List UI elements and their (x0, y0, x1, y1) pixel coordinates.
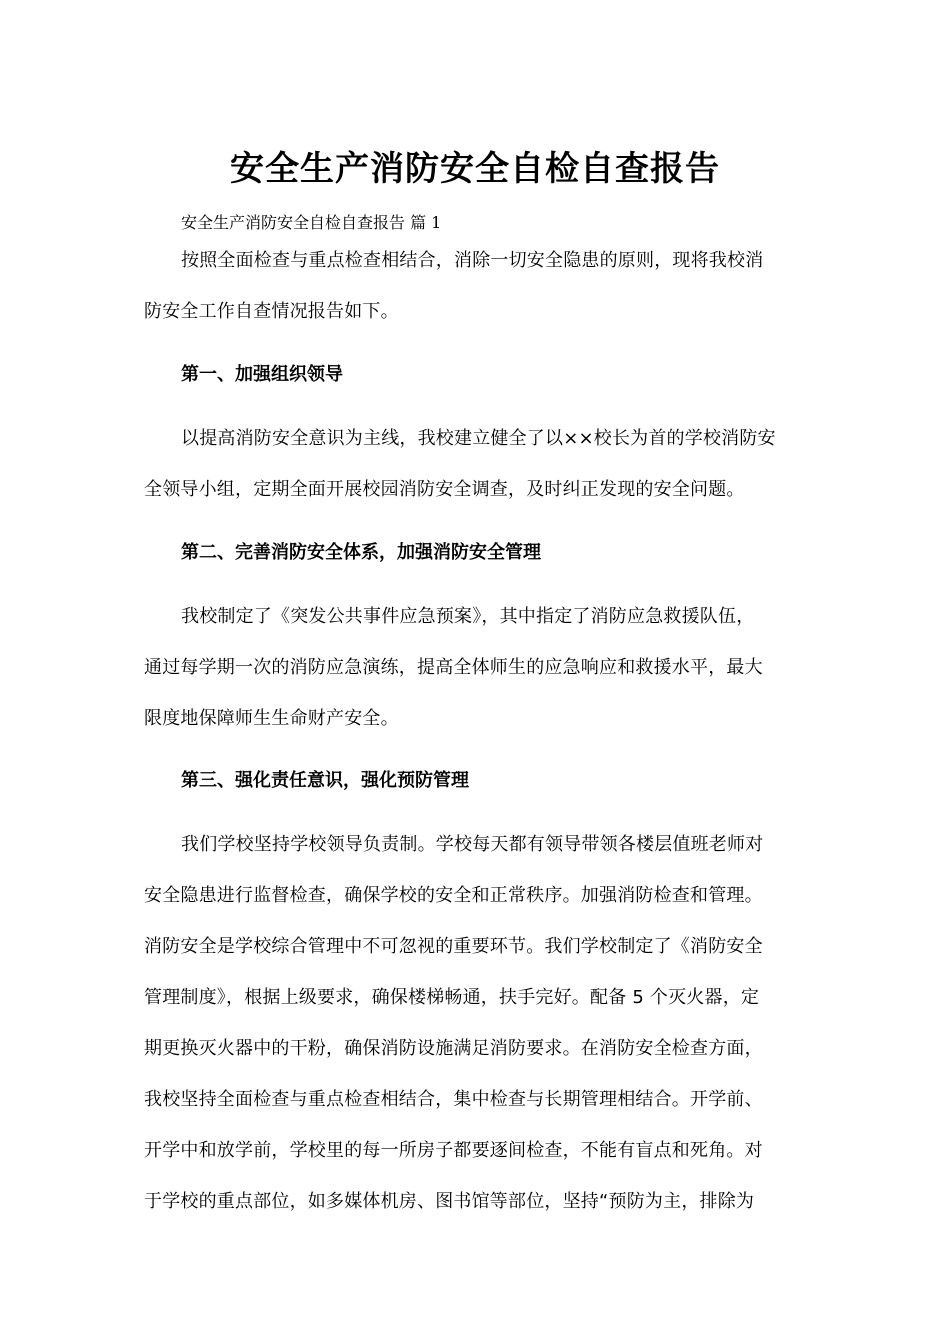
paragraph-line: 按照全面检查与重点检查相结合，消除一切安全隐患的原则，现将我校消 (181, 250, 764, 271)
paragraph-line: 消防安全是学校综合管理中不可忽视的重要环节。我们学校制定了《消防安全 (144, 936, 763, 957)
paragraph-line: 以提高消防安全意识为主线，我校建立健全了以××校长为首的学校消防安 (181, 428, 776, 449)
paragraph-line: 期更换灭火器中的干粉，确保消防设施满足消防要求。在消防安全检查方面， (144, 1038, 763, 1059)
document-subtitle: 安全生产消防安全自检自查报告 篇 1 (181, 213, 442, 232)
document-title: 安全生产消防安全自检自查报告 (230, 149, 720, 189)
paragraph-line: 我校坚持全面检查与重点检查相结合，集中检查与长期管理相结合。开学前、 (144, 1089, 763, 1110)
paragraph-line: 我校制定了《突发公共事件应急预案》，其中指定了消防应急救援队伍， (181, 606, 755, 627)
paragraph-line: 限度地保障师生生命财产安全。 (144, 708, 399, 729)
paragraph-line: 通过每学期一次的消防应急演练，提高全体师生的应急响应和救援水平，最大 (144, 657, 763, 678)
paragraph-line: 于学校的重点部位，如多媒体机房、图书馆等部位，坚持“预防为主，排除为 (144, 1191, 755, 1212)
section-heading-3: 第三、强化责任意识，强化预防管理 (181, 770, 469, 791)
section-3-paragraph (144, 819, 812, 1227)
paragraph-line: 我们学校坚持学校领导负责制。学校每天都有领导带领各楼层值班老师对 (181, 834, 764, 855)
section-heading-2: 第二、完善消防安全体系，加强消防安全管理 (181, 542, 541, 563)
section-2-paragraph (144, 591, 812, 744)
paragraph-line: 管理制度》，根据上级要求，确保楼梯畅通，扶手完好。配备 5 个灭火器，定 (144, 987, 760, 1008)
section-heading-1: 第一、加强组织领导 (181, 364, 343, 385)
paragraph-line: 防安全工作自查情况报告如下。 (144, 301, 399, 322)
paragraph-line: 安全隐患进行监督检查，确保学校的安全和正常秩序。加强消防检查和管理。 (144, 885, 763, 906)
paragraph-line: 全领导小组，定期全面开展校园消防安全调查，及时纠正发现的安全问题。 (144, 479, 745, 500)
intro-paragraph (144, 235, 812, 337)
section-1-paragraph (144, 413, 812, 515)
paragraph-line: 开学中和放学前，学校里的每一所房子都要逐间检查，不能有盲点和死角。对 (144, 1140, 763, 1161)
